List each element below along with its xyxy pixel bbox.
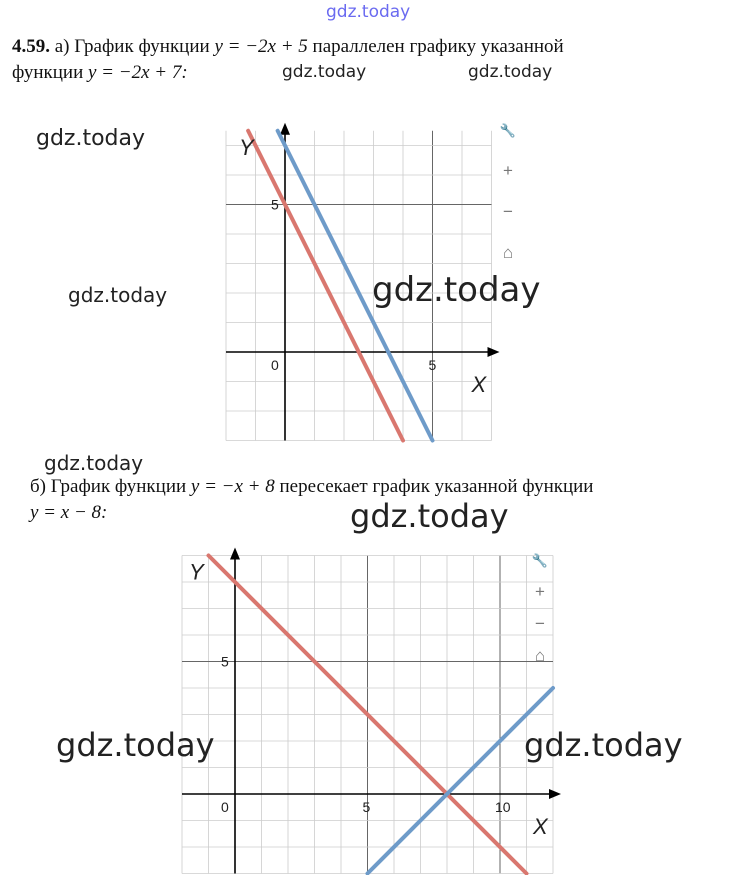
x-tick-label: 10 bbox=[495, 799, 511, 815]
y-axis-label: Y bbox=[189, 559, 204, 585]
problem-number: 4.59. bbox=[12, 36, 50, 57]
watermark: gdz.today bbox=[68, 283, 168, 307]
wrench-icon[interactable]: 🔧 bbox=[499, 123, 517, 138]
part-b-formula2: y = x − 8: bbox=[30, 502, 108, 523]
watermark: gdz.today bbox=[282, 62, 367, 82]
part-a-suffix: параллелен графику указанной bbox=[312, 36, 564, 57]
problem-b-line1 bbox=[30, 476, 593, 498]
watermark: gdz.today bbox=[44, 451, 144, 475]
zoom-out-icon[interactable]: − bbox=[535, 614, 545, 633]
series-line-blue bbox=[368, 688, 554, 874]
origin-label: 0 bbox=[221, 799, 229, 815]
x-axis-label: X bbox=[533, 814, 548, 839]
part-a-formula2: y = −2x + 7: bbox=[88, 62, 188, 83]
watermark: gdz.today bbox=[372, 270, 541, 310]
site-logo-link[interactable]: gdz.today bbox=[326, 2, 411, 22]
watermark: gdz.today bbox=[468, 62, 553, 82]
chart-b bbox=[175, 535, 575, 875]
part-a-formula: y = −2x + 5 bbox=[214, 36, 308, 57]
problem-b-line2 bbox=[30, 502, 107, 524]
part-a-line2-prefix: функции bbox=[12, 62, 84, 83]
y-tick-label: 5 bbox=[221, 653, 229, 670]
watermark: gdz.today bbox=[524, 726, 683, 764]
home-icon[interactable]: ⌂ bbox=[534, 646, 546, 665]
chart-b-labels bbox=[189, 560, 549, 840]
x-axis-arrow bbox=[488, 347, 500, 357]
x-tick-label: 5 bbox=[428, 357, 437, 373]
home-icon[interactable]: ⌂ bbox=[502, 243, 514, 262]
origin-label: 0 bbox=[271, 357, 279, 373]
x-axis-arrow bbox=[549, 789, 561, 799]
watermark: gdz.today bbox=[56, 726, 215, 764]
chart-a-toolbar bbox=[500, 122, 516, 262]
part-b-prefix: б) График функции bbox=[30, 476, 187, 497]
zoom-out-icon[interactable]: − bbox=[503, 202, 513, 221]
problem-a-line2 bbox=[12, 62, 188, 84]
zoom-in-icon[interactable]: + bbox=[535, 582, 545, 601]
part-b-suffix: пересекает график указанной функции bbox=[279, 476, 594, 497]
watermark: gdz.today bbox=[36, 126, 146, 151]
x-axis-label: X bbox=[471, 372, 487, 397]
problem-a-line1 bbox=[12, 36, 564, 58]
part-b-formula: y = −x + 8 bbox=[190, 476, 275, 497]
x-tick-label: 5 bbox=[362, 799, 371, 815]
part-a-prefix: а) График функции bbox=[54, 36, 210, 57]
chart-b-axes bbox=[182, 548, 561, 874]
y-axis-label: Y bbox=[239, 134, 254, 160]
watermark: gdz.today bbox=[350, 497, 509, 535]
zoom-in-icon[interactable]: + bbox=[503, 161, 513, 180]
y-tick-label: 5 bbox=[271, 196, 279, 213]
wrench-icon[interactable]: 🔧 bbox=[531, 553, 549, 568]
y-axis-arrow bbox=[230, 548, 240, 560]
y-axis-arrow bbox=[280, 123, 290, 135]
